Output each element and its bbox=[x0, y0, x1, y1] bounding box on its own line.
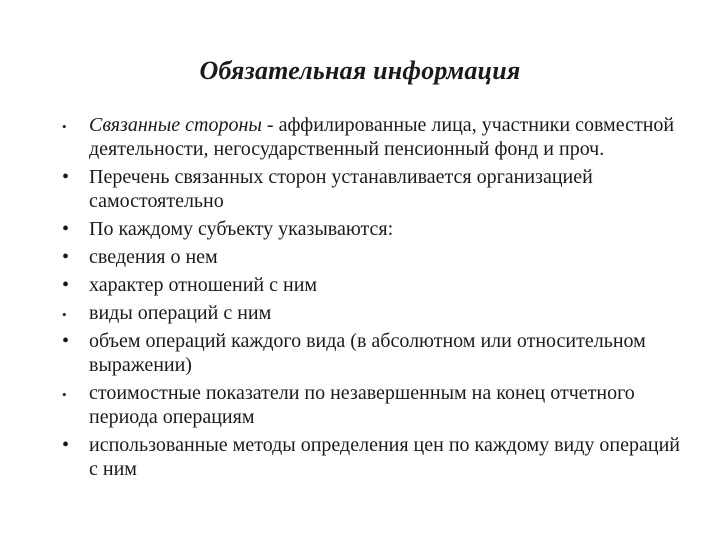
bullet-icon: • bbox=[62, 246, 70, 268]
list-item bbox=[60, 273, 680, 297]
item-text: - аффилированные лица, участники совместной деятельности, негосударственный пенсионный фонд и проч. bbox=[89, 114, 675, 160]
list-item bbox=[60, 217, 680, 241]
bullet-icon: • bbox=[62, 387, 67, 402]
bullet-icon: • bbox=[62, 166, 70, 188]
bullet-icon: • bbox=[62, 434, 70, 456]
item-text: Перечень связанных сторон устанавливается организацией самостоятельно bbox=[89, 166, 593, 212]
list-item bbox=[60, 245, 680, 269]
bullet-list bbox=[60, 113, 680, 485]
bullet-icon: • bbox=[62, 274, 70, 296]
item-text: характер отношений с ним bbox=[89, 274, 318, 296]
item-text: использованные методы определения цен по каждому виду операций с ним bbox=[89, 434, 680, 480]
term-related-parties: Связанные стороны bbox=[89, 114, 262, 136]
item-text: объем операций каждого вида (в абсолютном или относительном выражении) bbox=[89, 330, 646, 376]
item-text: виды операций с ним bbox=[89, 302, 272, 324]
bullet-icon: • bbox=[62, 330, 70, 352]
slide-title: Обязательная информация bbox=[199, 56, 521, 85]
list-item bbox=[60, 113, 680, 161]
bullet-icon: • bbox=[62, 307, 67, 322]
list-item bbox=[60, 329, 680, 377]
bullet-icon: • bbox=[62, 218, 70, 240]
list-item bbox=[60, 381, 680, 429]
bullet-icon: • bbox=[62, 119, 67, 134]
item-text: По каждому субъекту указываются: bbox=[89, 218, 394, 240]
list-item bbox=[60, 301, 680, 325]
item-text: стоимостные показатели по незавершенным на конец отчетного периода операциям bbox=[89, 382, 635, 428]
list-item bbox=[60, 433, 680, 481]
item-text: сведения о нем bbox=[89, 246, 218, 268]
list-item bbox=[60, 165, 680, 213]
